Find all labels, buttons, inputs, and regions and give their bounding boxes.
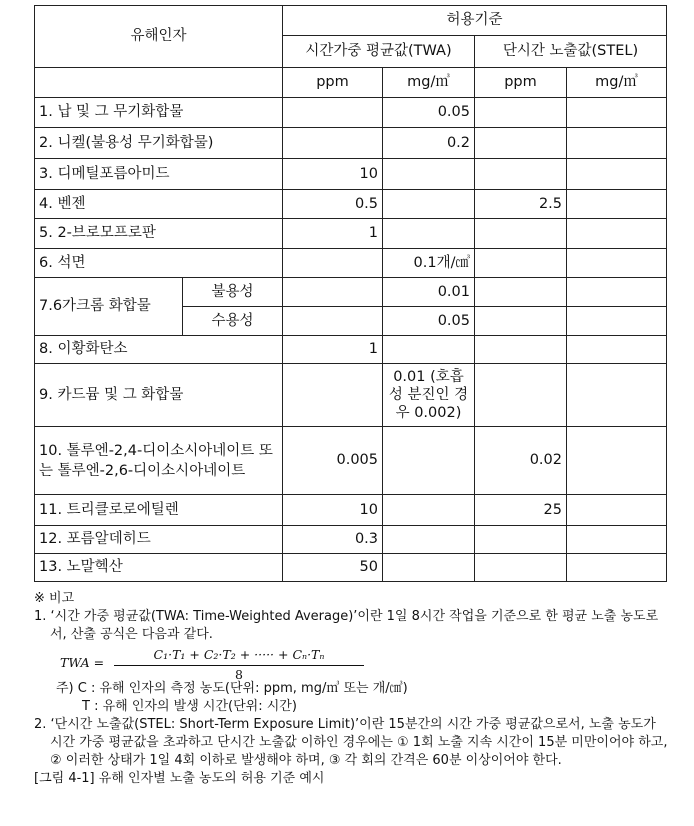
twa-ppm bbox=[283, 364, 383, 427]
stel-ppm bbox=[475, 128, 567, 159]
twa-ppm: 0.005 bbox=[283, 427, 383, 495]
note-item-stel: 2. ‘단시간 노출값(STEL: Short-Term Exposure Limit)’이란 15분간의 시간 가중 평균값으로서, 노출 농도가 시간 가중 평균값을 초과하고 단시간 노출값 이하인 경우에는 ① 1회 노출 지속 시간이 15분 미만이어야 하고, ② 이러한 상태가 1일 4회 이하로 발생해야 하며, ③ 각 회의 간격은 60분 이상이어야 한다. bbox=[34, 717, 668, 768]
table-row bbox=[35, 249, 667, 278]
twa-mg: 0.05 bbox=[383, 98, 475, 128]
stel-ppm: 25 bbox=[475, 495, 567, 526]
row-name: 1. 납 및 그 무기화합물 bbox=[35, 98, 283, 128]
stel-ppm bbox=[475, 249, 567, 278]
stel-mg bbox=[567, 554, 667, 582]
stel-ppm: 2.5 bbox=[475, 190, 567, 219]
table-row bbox=[35, 128, 667, 159]
formula-fraction bbox=[114, 646, 364, 684]
twa-mg: 0.01 (호흡성 분진인 경우 0.002) bbox=[383, 364, 475, 427]
row-name: 9. 카드뮴 및 그 화합물 bbox=[35, 364, 283, 427]
twa-mg: 0.05 bbox=[383, 307, 475, 336]
stel-ppm bbox=[475, 336, 567, 364]
twa-mg bbox=[383, 427, 475, 495]
stel-ppm bbox=[475, 219, 567, 249]
header-stel: 단시간 노출값(STEL) bbox=[475, 36, 667, 68]
stel-ppm bbox=[475, 364, 567, 427]
subtype-soluble: 수용성 bbox=[183, 307, 283, 336]
stel-ppm bbox=[475, 526, 567, 554]
stel-ppm: 0.02 bbox=[475, 427, 567, 495]
row-name: 8. 이황화탄소 bbox=[35, 336, 283, 364]
table-row bbox=[35, 427, 667, 495]
header-standard: 허용기준 bbox=[283, 6, 667, 36]
row-name: 5. 2-브로모프로판 bbox=[35, 219, 283, 249]
twa-mg bbox=[383, 495, 475, 526]
stel-ppm bbox=[475, 554, 567, 582]
note-t-definition: T : 유해 인자의 발생 시간(단위: 시간) bbox=[82, 699, 297, 714]
stel-mg bbox=[567, 336, 667, 364]
row-name: 11. 트리클로로에틸렌 bbox=[35, 495, 283, 526]
stel-ppm bbox=[475, 307, 567, 336]
twa-ppm bbox=[283, 98, 383, 128]
twa-formula bbox=[60, 646, 670, 680]
note-c-definition: 주) C : 유해 인자의 측정 농도(단위: ppm, mg/㎥ 또는 개/㎤) bbox=[56, 681, 408, 696]
stel-mg bbox=[567, 128, 667, 159]
subtype-insoluble: 불용성 bbox=[183, 278, 283, 307]
twa-ppm: 0.5 bbox=[283, 190, 383, 219]
twa-mg bbox=[383, 219, 475, 249]
stel-mg bbox=[567, 159, 667, 190]
exposure-standards-table bbox=[34, 5, 667, 582]
notes-section bbox=[34, 590, 670, 788]
twa-ppm bbox=[283, 128, 383, 159]
stel-mg bbox=[567, 364, 667, 427]
stel-ppm bbox=[475, 278, 567, 307]
stel-mg bbox=[567, 98, 667, 128]
stel-mg bbox=[567, 249, 667, 278]
twa-mg: 0.2 bbox=[383, 128, 475, 159]
table-row bbox=[35, 219, 667, 249]
twa-ppm: 0.3 bbox=[283, 526, 383, 554]
table-row bbox=[35, 190, 667, 219]
header-unit-ppm-twa: ppm bbox=[283, 68, 383, 98]
header-unit-ppm-stel: ppm bbox=[475, 68, 567, 98]
twa-mg bbox=[383, 526, 475, 554]
row-name: 12. 포름알데히드 bbox=[35, 526, 283, 554]
twa-ppm: 50 bbox=[283, 554, 383, 582]
formula-denominator: 8 bbox=[235, 667, 243, 682]
figure-caption: [그림 4-1] 유해 인자별 노출 농도의 허용 기준 예시 bbox=[34, 771, 325, 786]
stel-mg bbox=[567, 495, 667, 526]
twa-mg: 0.01 bbox=[383, 278, 475, 307]
stel-mg bbox=[567, 526, 667, 554]
table-row bbox=[35, 495, 667, 526]
row-name: 2. 니켈(불용성 무기화합물) bbox=[35, 128, 283, 159]
table-row bbox=[35, 278, 667, 307]
stel-mg bbox=[567, 190, 667, 219]
twa-mg: 0.1개/㎤ bbox=[383, 249, 475, 278]
header-unit-mg-twa: mg/㎥ bbox=[383, 68, 475, 98]
stel-mg bbox=[567, 427, 667, 495]
stel-ppm bbox=[475, 98, 567, 128]
table-row bbox=[35, 336, 667, 364]
row-name: 7.6가크롬 화합물 bbox=[35, 278, 183, 336]
twa-ppm bbox=[283, 249, 383, 278]
twa-ppm: 1 bbox=[283, 219, 383, 249]
twa-mg bbox=[383, 336, 475, 364]
header-unit-blank bbox=[35, 68, 283, 98]
twa-mg bbox=[383, 190, 475, 219]
stel-mg bbox=[567, 278, 667, 307]
row-name: 10. 톨루엔-2,4-디이소시아네이트 또는 톨루엔-2,6-디이소시아네이트 bbox=[35, 427, 283, 495]
table-row bbox=[35, 364, 667, 427]
stel-mg bbox=[567, 307, 667, 336]
twa-ppm: 10 bbox=[283, 495, 383, 526]
header-unit-mg-stel: mg/㎥ bbox=[567, 68, 667, 98]
table-row bbox=[35, 98, 667, 128]
stel-ppm bbox=[475, 159, 567, 190]
formula-numerator: C₁·T₁ + C₂·T₂ + ····· + Cₙ·Tₙ bbox=[114, 646, 364, 666]
header-factor: 유해인자 bbox=[35, 6, 283, 68]
table-row bbox=[35, 526, 667, 554]
twa-mg bbox=[383, 554, 475, 582]
twa-mg bbox=[383, 159, 475, 190]
row-name: 4. 벤젠 bbox=[35, 190, 283, 219]
twa-ppm: 10 bbox=[283, 159, 383, 190]
row-name: 3. 디메틸포름아미드 bbox=[35, 159, 283, 190]
formula-lhs: TWA = bbox=[60, 655, 105, 670]
twa-ppm bbox=[283, 307, 383, 336]
row-name: 13. 노말헥산 bbox=[35, 554, 283, 582]
notes-heading: ※ 비고 bbox=[34, 591, 75, 606]
table-row bbox=[35, 554, 667, 582]
twa-ppm bbox=[283, 278, 383, 307]
exposure-standards-table-container bbox=[34, 5, 666, 582]
note-item-twa: 1. ‘시간 가중 평균값(TWA: Time-Weighted Average)’이란 1일 8시간 작업을 기준으로 한 평균 노출 농도로서, 산출 공식은 다음과 같다. bbox=[34, 609, 659, 642]
stel-mg bbox=[567, 219, 667, 249]
twa-ppm: 1 bbox=[283, 336, 383, 364]
row-name: 6. 석면 bbox=[35, 249, 283, 278]
table-row bbox=[35, 159, 667, 190]
header-twa: 시간가중 평균값(TWA) bbox=[283, 36, 475, 68]
